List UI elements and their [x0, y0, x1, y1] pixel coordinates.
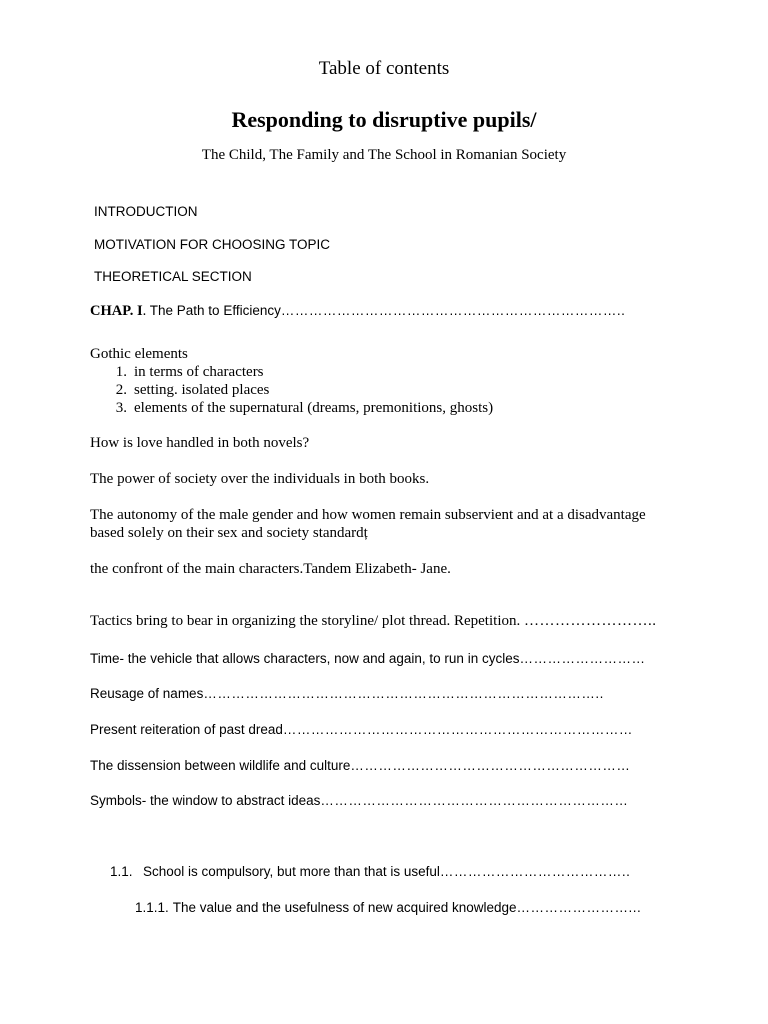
toc-entry-text: Reusage of names	[90, 686, 204, 701]
toc-entry-leader: …………………………………………………………	[320, 793, 629, 808]
chapter-1-separator: .	[142, 303, 147, 319]
list-number: 2.	[115, 382, 127, 398]
toc-entry-leader: …………………………………………………………………………..	[203, 686, 604, 701]
autonomy-text: based solely on their sex and society standardț	[90, 525, 368, 541]
toc-entry-leader: ……………………..	[523, 613, 657, 629]
toc-title: Table of contents	[318, 58, 450, 79]
toc-entry-tactics	[90, 613, 656, 630]
toc-entry-text: The dissension between wildlife and culture	[90, 758, 351, 773]
main-heading: Responding to disruptive pupils/	[231, 107, 537, 132]
subsection-text: The value and the usefulness of new acquired knowledge	[172, 900, 517, 915]
paragraph-society: The power of society over the individuals in both books.	[90, 471, 430, 487]
toc-entry-reiteration	[90, 722, 633, 737]
chapter-1-entry	[90, 302, 625, 320]
toc-entry-leader: …………………………………………………………………	[282, 722, 633, 737]
toc-entry-leader: ………………………	[519, 651, 646, 666]
subsection-leader: …………………………………..	[439, 864, 631, 879]
subsection-number: 1.1.	[110, 864, 133, 879]
chapter-1-title: The Path to Efficiency	[146, 303, 281, 318]
subsection-number: 1.1.1.	[135, 900, 169, 915]
section-motivation: MOTIVATION FOR CHOOSING TOPIC	[94, 237, 331, 252]
subsection-1-1-1	[135, 900, 641, 915]
list-number: 1.	[115, 364, 127, 380]
gothic-heading: Gothic elements	[90, 346, 188, 362]
toc-entry-text: Time- the vehicle that allows characters, now and again, to run in cycles	[90, 651, 520, 666]
gothic-list-item	[105, 382, 269, 399]
gothic-list-item	[105, 400, 493, 417]
list-text: elements of the supernatural (dreams, premonitions, ghosts)	[134, 400, 494, 416]
paragraph-autonomy-line2	[90, 525, 368, 542]
gothic-list-item	[105, 364, 264, 381]
section-introduction: INTRODUCTION	[94, 204, 198, 219]
list-number: 3.	[115, 400, 127, 416]
toc-entry-dissension	[90, 758, 630, 773]
toc-entry-leader: ……………………………………………………	[350, 758, 631, 773]
subsection-leader: ……………………...	[516, 900, 642, 915]
list-text: in terms of characters	[134, 364, 264, 380]
toc-entry-symbols	[90, 793, 628, 808]
toc-entry-reusage	[90, 686, 604, 701]
section-theoretical: THEORETICAL SECTION	[94, 269, 252, 284]
toc-entry-text: Present reiteration of past dread	[90, 722, 283, 737]
list-text: setting. isolated places	[134, 382, 270, 398]
chapter-1-label: CHAP. I	[90, 303, 143, 319]
paragraph-love: How is love handled in both novels?	[90, 435, 310, 451]
subsection-text: School is compulsory, but more than that is useful	[143, 864, 440, 879]
chapter-1-leader: ………………………………………………………………..	[280, 303, 626, 318]
subtitle: The Child, The Family and The School in Romanian Society	[201, 147, 567, 163]
toc-entry-text: Symbols- the window to abstract ideas	[90, 793, 321, 808]
toc-entry-text: Tactics bring to bear in organizing the storyline/ plot thread. Repetition.	[90, 613, 524, 629]
toc-entry-time	[90, 651, 645, 666]
paragraph-autonomy-line1: The autonomy of the male gender and how women remain subservient and at a disadvantage	[90, 507, 646, 523]
subsection-1-1	[110, 864, 630, 879]
paragraph-confront: the confront of the main characters.Tandem Elizabeth- Jane.	[90, 561, 451, 577]
